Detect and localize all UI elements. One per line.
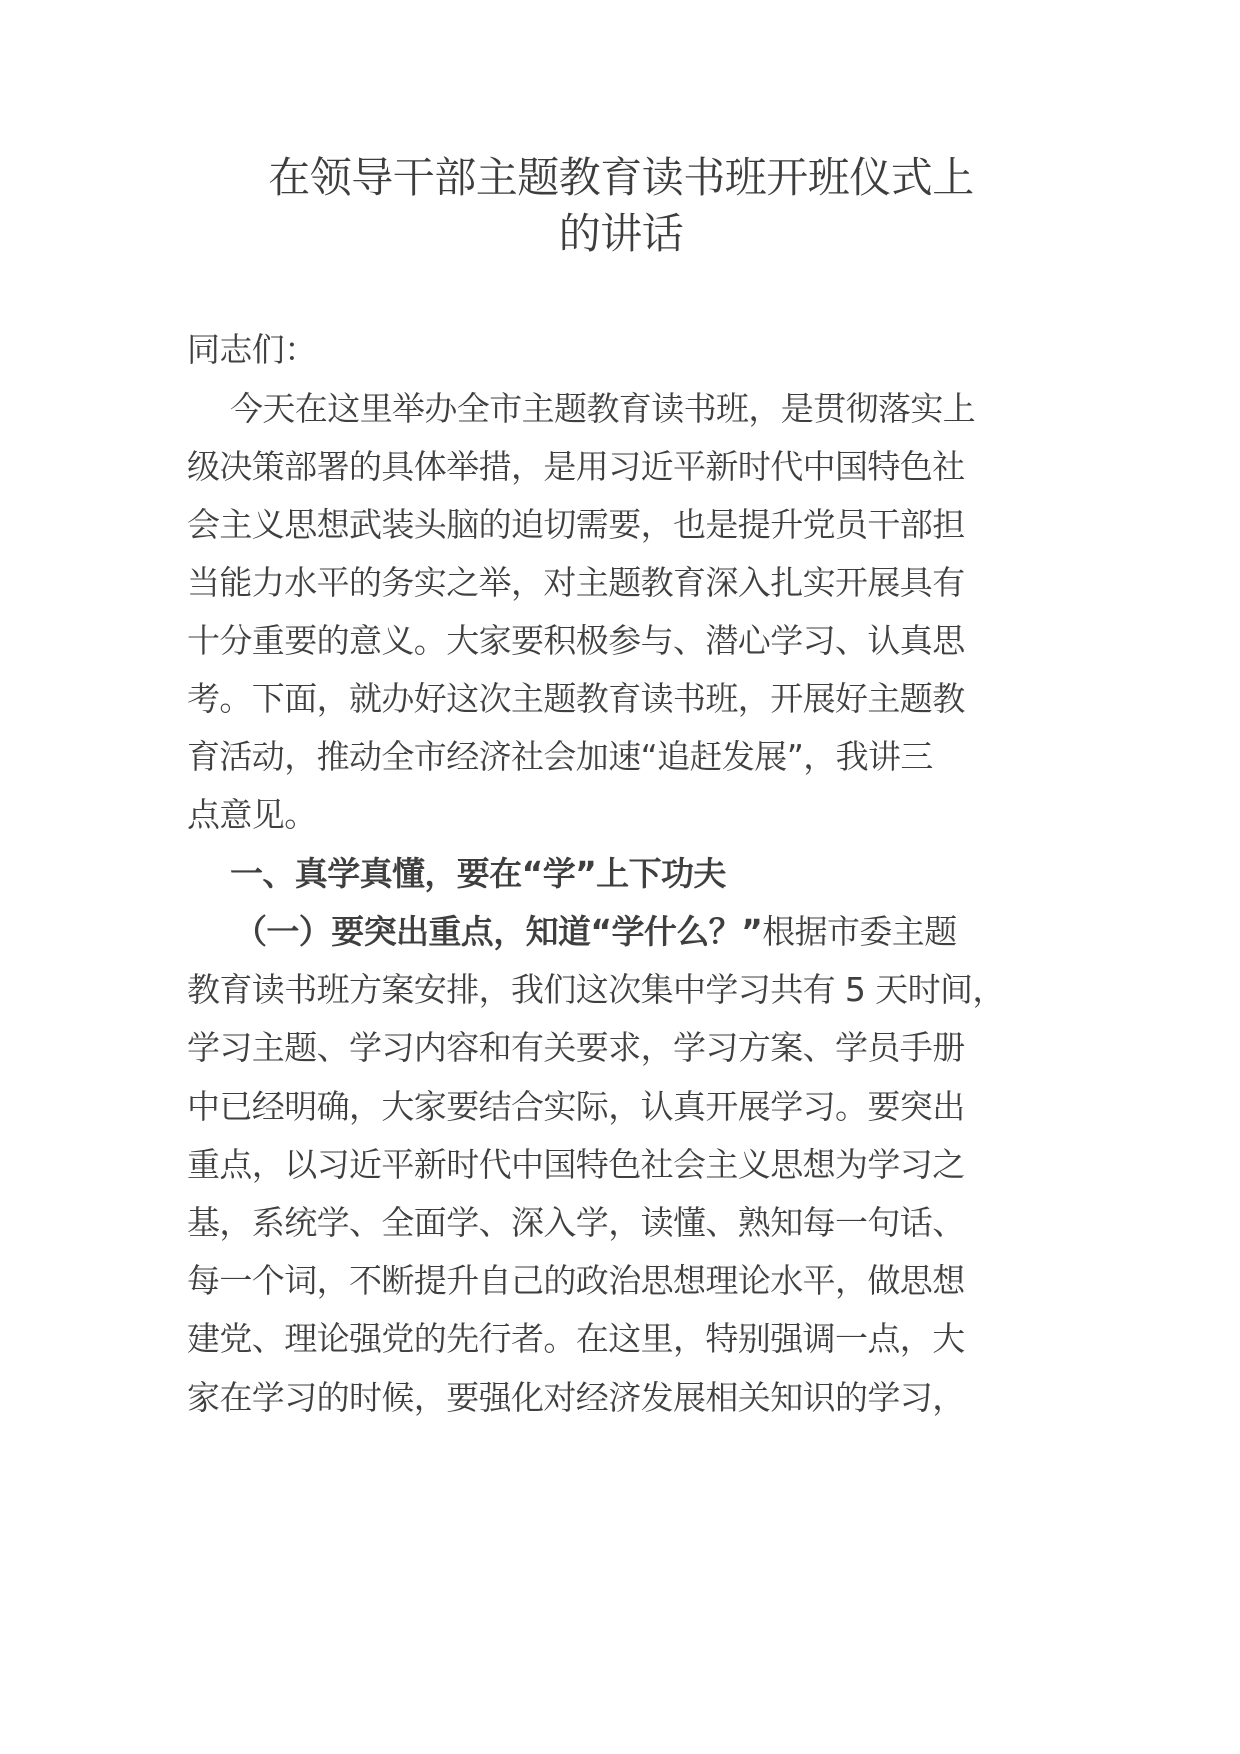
- paragraph-line: 级决策部署的具体举措，是用习近平新时代中国特色社: [187, 447, 965, 486]
- subsection-text-start: 根据市委主题: [762, 912, 957, 951]
- paragraph-line: 会主义思想武装头脑的迫切需要，也是提升党员干部担: [187, 505, 965, 544]
- paragraph-line: 十分重要的意义。大家要积极参与、潜心学习、认真思: [187, 621, 965, 660]
- paragraph-line: 基，系统学、全面学、深入学，读懂、熟知每一句话、: [187, 1203, 965, 1242]
- paragraph-line: 当能力水平的务实之举，对主题教育深入扎实开展具有: [187, 563, 965, 602]
- subsection-heading-1: （一）要突出重点，知道“学什么？”: [234, 912, 763, 951]
- paragraph-line: 教育读书班方案安排，我们这次集中学习共有 5 天时间，: [187, 970, 1005, 1009]
- document-title-line-2: 的讲话: [558, 209, 684, 258]
- paragraph-line: 重点，以习近平新时代中国特色社会主义思想为学习之: [187, 1145, 965, 1184]
- paragraph-line: 今天在这里举办全市主题教育读书班，是贯彻落实上: [230, 389, 976, 428]
- paragraph-line: 点意见。: [187, 795, 317, 834]
- paragraph-line: 中已经明确，大家要结合实际，认真开展学习。要突出: [187, 1087, 965, 1126]
- paragraph-line: 每一个词，不断提升自己的政治思想理论水平，做思想: [187, 1261, 965, 1300]
- paragraph-line: 育活动，推动全市经济社会加速“追赶发展”，我讲三: [187, 737, 933, 776]
- paragraph-line: 考。下面，就办好这次主题教育读书班，开展好主题教: [187, 679, 965, 718]
- section-heading-1: 一、真学真懂，要在“学”上下功夫: [230, 854, 726, 893]
- document-title-line-1: 在领导干部主题教育读书班开班仪式上: [268, 153, 974, 202]
- paragraph-line: 建党、理论强党的先行者。在这里，特别强调一点，大: [187, 1319, 965, 1358]
- subsection-heading-line: [234, 903, 1114, 961]
- salutation: 同志们：: [187, 330, 317, 369]
- paragraph-line: 家在学习的时候，要强化对经济发展相关知识的学习，: [187, 1378, 965, 1417]
- paragraph-line: 学习主题、学习内容和有关要求，学习方案、学员手册: [187, 1028, 965, 1067]
